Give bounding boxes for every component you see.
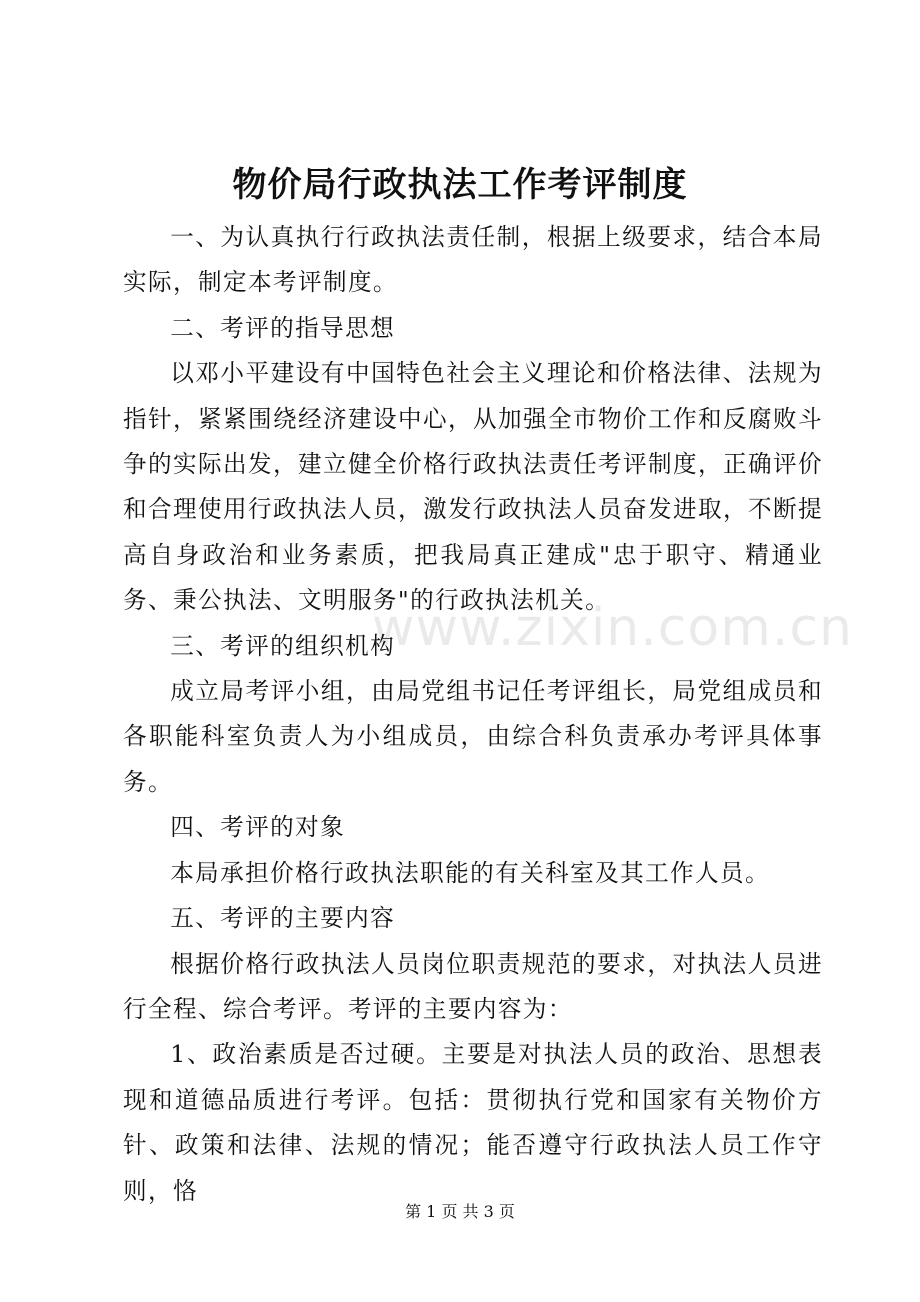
paragraph-item-1: 1、政治素质是否过硬。主要是对执法人员的政治、思想表现和道德品质进行考评。包括：贯彻执行党和国家有关物价方针、政策和法律、法规的情况；能否遵守行政执法人员工作守则，恪 xyxy=(123,1040,823,1205)
watermark: www.zixin.com.cn xyxy=(372,598,853,658)
section-heading-2: 二、考评的指导思想 xyxy=(170,313,396,342)
paragraph-1: 一、为认真执行行政执法责任制，根据上级要求，结合本局实际，制定本考评制度。 xyxy=(123,223,823,297)
paragraph-guiding-ideology: 以邓小平建设有中国特色社会主义理论和价格法律、法规为指针，紧紧围绕经济建设中心，从加强全市物价工作和反腐败斗争的实际出发，建立健全价格行政执法责任考评制度，正确评价和合理使用行政执法人员，激发行政执法人员奋发进取，不断提高自身政治和业务素质，把我局真正建成"忠于职守、精通业务、秉公执法、文明服务"的行政执法机关。 xyxy=(123,359,823,615)
paragraph-objects: 本局承担价格行政执法职能的有关科室及其工作人员。 xyxy=(170,858,771,887)
section-heading-4: 四、考评的对象 xyxy=(170,813,346,842)
document-title: 物价局行政执法工作考评制度 xyxy=(232,165,688,205)
section-heading-3: 三、考评的组织机构 xyxy=(170,631,396,660)
paragraph-main-content: 根据价格行政执法人员岗位职责规范的要求，对执法人员进行全程、综合考评。考评的主要内容为： xyxy=(123,949,823,1023)
page-number: 第 1 页 共 3 页 xyxy=(405,1202,515,1221)
section-heading-5: 五、考评的主要内容 xyxy=(170,904,396,933)
document-body xyxy=(123,215,823,1214)
paragraph-organization: 成立局考评小组，由局党组书记任考评组长，局党组成员和各职能科室负责人为小组成员，由综合科负责承办考评具体事务。 xyxy=(123,677,823,796)
